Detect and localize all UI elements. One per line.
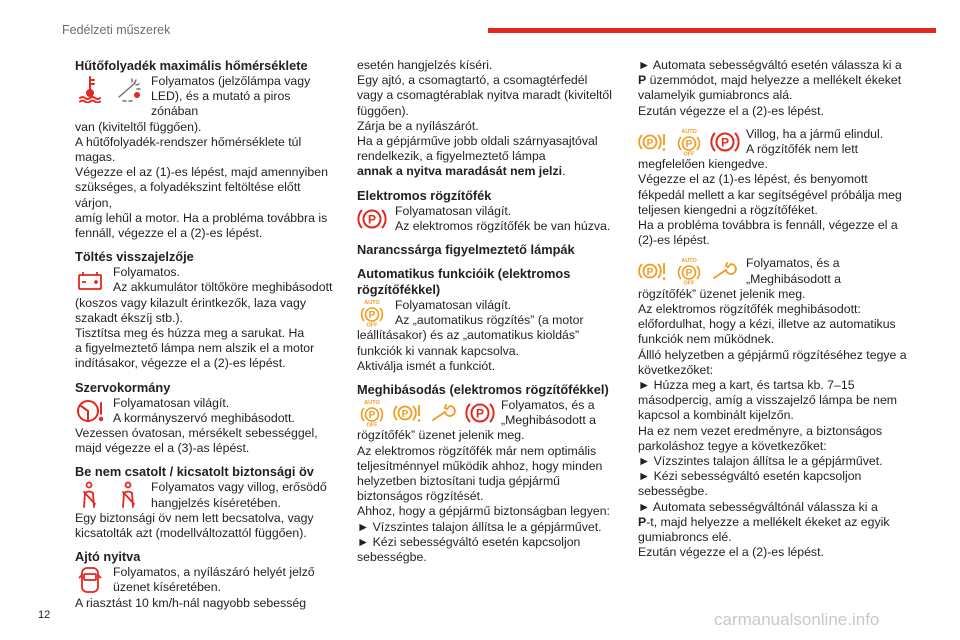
parking-brake-heading: Elektromos rögzítőfék <box>357 187 492 203</box>
text-line: teljesítménnyel működik ahhoz, hogy minden <box>357 458 603 473</box>
brake-fault-body <box>638 287 908 515</box>
text-line: a figyelmeztető lámpa nem alszik el a motor <box>75 341 315 356</box>
brake-flashing-body <box>638 157 908 248</box>
text-line: leállításakor) és az „automatikus kioldás” <box>357 328 580 343</box>
off-label: OFF <box>683 151 695 156</box>
text-line: kicsatolták azt (modellváltozattól függően). <box>75 526 307 541</box>
text-line: Ha a gépjárműve jobb oldali szárnyasajtóval <box>357 134 598 149</box>
power-steering-icon <box>75 397 105 425</box>
coolant-lead-2: LED), és a mutató a piros zónában <box>151 89 291 119</box>
p-mode-line-2 <box>638 515 908 530</box>
steering-heading: Szervokormány <box>75 379 171 395</box>
brake-flashing-lead-1: Villog, ha a jármű elindul. <box>746 126 884 141</box>
text-line: helyzetben biztosítani tudja gépjármű <box>357 474 561 489</box>
text-line: magas. <box>75 150 116 165</box>
parking-brake-warning-icon <box>393 399 423 427</box>
text-line: Egy biztonsági öv nem lett becsatolva, vagy <box>75 510 314 525</box>
text-line: Az elektromos rögzítőfék meghibásodott: <box>638 302 861 317</box>
text-line: Vezessen óvatosan, mérsékelt sebességgel, <box>75 426 318 441</box>
parking-brake-lead <box>357 204 622 234</box>
text-line: Állló helyzetben a gépjármű rögzítéséhez tegye a <box>638 347 907 362</box>
svg-text:OFF: OFF <box>366 322 378 328</box>
door-open-lead-1: Folyamatos, a nyílászáró helyét jelző <box>113 565 315 580</box>
text-line: szükséges, a folyadékszint feltöltése előtt várjon, <box>75 180 301 210</box>
coolant-body <box>75 120 340 242</box>
charging-lead <box>75 265 340 295</box>
auto-functions-lead-1: Folyamatosan világít. <box>395 298 512 313</box>
seatbelt-icon <box>75 481 105 509</box>
p-mode-rest-2: -t, majd helyezze a mellékelt ékeket az egyik <box>646 514 890 529</box>
text-line: sebességbe. <box>357 550 427 565</box>
text-line: (2)-es lépést. <box>638 233 710 248</box>
wrench-service-icon <box>710 257 740 285</box>
malfunction-body <box>357 428 622 565</box>
auto-off-parking-brake-icon <box>674 257 704 285</box>
battery-charge-icon <box>75 266 105 294</box>
text-line: sebességbe. <box>638 484 708 499</box>
svg-text:AUTO: AUTO <box>681 258 697 265</box>
text-line: fennáll, végezze el a (2)-es lépést. <box>75 226 263 241</box>
malfunction-lead-2: „Meghibásodott a <box>501 413 597 428</box>
door-open-lead <box>75 565 340 595</box>
text-line: kapcsol a kombinált kijelzőn. <box>638 408 794 423</box>
coolant-heading: Hűtőfolyadék maximális hőmérséklete <box>75 58 308 73</box>
auto-functions-lead-2: Az „automatikus rögzítés” (a motor <box>395 313 584 328</box>
svg-text:P: P <box>685 138 693 150</box>
text-line: ► Kézi sebességváltó esetén kapcsoljon <box>357 534 581 549</box>
text-line: esetén hangjelzés kíséri. <box>357 58 493 72</box>
text-line: amíg lehűl a motor. Ha a probléma továbbra is <box>75 210 328 225</box>
text-line: biztonságos rögzítését. <box>357 489 484 504</box>
text-line: rendelkezik, a figyelmeztető lámpa <box>357 149 546 164</box>
coolant-lead-1: Folyamatos (jelzőlámpa vagy <box>151 74 311 88</box>
brake-flashing-lead <box>638 127 908 157</box>
seatbelt-heading: Be nem csatolt / kicsatolt biztonsági öv <box>75 464 314 480</box>
p-mode-line <box>638 73 908 88</box>
svg-text:P: P <box>685 268 693 280</box>
text-line: funkciók nem működnek. <box>638 332 775 347</box>
text-line: függően). <box>357 103 409 118</box>
svg-text:P: P <box>475 406 485 421</box>
seatbelt-lead-2: hangjelzés kíséretében. <box>151 495 281 510</box>
brake-flashing-lead-2: A rögzítőfék nem lett <box>746 142 859 157</box>
parking-brake-warning-icon <box>638 257 668 285</box>
auto-functions-body <box>357 328 622 374</box>
steering-lead-2: A kormányszervó meghibásodott. <box>113 410 295 425</box>
charging-heading: Töltés visszajelzője <box>75 249 194 265</box>
brake-fault-lead <box>638 256 908 286</box>
seatbelt-lead-1: Folyamatos vagy villog, erősödő <box>151 480 327 495</box>
text-line: teljesen kiengedni a rögzítőféket. <box>638 202 818 217</box>
text-line: ► Automata sebességváltó esetén válassza ki a <box>638 58 902 72</box>
svg-text:P: P <box>646 267 654 279</box>
parking-brake-lead-1: Folyamatosan világít. <box>395 203 512 218</box>
svg-text:P: P <box>720 135 730 150</box>
text-line: ► Vízszintes talajon állítsa le a gépjárművet. <box>638 454 883 469</box>
svg-text:OFF: OFF <box>683 280 695 286</box>
text-line: Ezután végezze el a (2)-es lépést. <box>638 103 824 118</box>
watermark: carmanualsonline.info <box>714 610 880 629</box>
text-line: fékpedál mellett a kar segítségével próbálja meg <box>638 187 902 202</box>
parking-brake-warning-icon <box>638 128 668 156</box>
seatbelt-rear-icon <box>113 481 143 509</box>
column-2 <box>357 58 622 565</box>
brake-fault-lead-1: Folyamatos, és a <box>746 256 840 271</box>
brake-fault-lead-2: „Meghibásodott a <box>746 271 842 286</box>
wrench-service-icon <box>429 399 459 427</box>
door-open-body <box>75 596 340 611</box>
parking-brake-lead-2: Az elektromos rögzítőfék be van húzva. <box>395 218 611 233</box>
brake-fault-tail <box>638 530 908 560</box>
header-accent-bar <box>488 28 936 33</box>
orange-lamps-heading: Narancssárga figyelmeztető lámpák <box>357 242 575 258</box>
svg-text:P: P <box>646 137 654 149</box>
text-line: Ha a probléma továbbra is fennáll, végezze el a <box>638 218 898 233</box>
text-line: következőket: <box>638 362 714 377</box>
svg-text:AUTO: AUTO <box>364 400 380 407</box>
door-open-icon <box>75 566 105 594</box>
text-line: Végezze el az (1)-es lépést, és benyomott <box>638 172 868 187</box>
text-line: ► Kézi sebességváltó esetén kapcsoljon <box>638 469 862 484</box>
door-open-lead-2: üzenet kíséretében. <box>113 580 222 595</box>
header-title: Fedélzeti műszerek <box>62 23 171 37</box>
parking-brake-red-icon <box>710 128 740 156</box>
svg-text:P: P <box>367 212 377 227</box>
steering-body <box>75 426 340 456</box>
steering-lead <box>75 396 340 426</box>
column-3 <box>638 58 908 561</box>
text-line: parkoláshoz tegye a következőket: <box>638 438 827 453</box>
text-line: ► Húzza meg a kart, és tartsa kb. 7–15 <box>638 378 855 393</box>
text-line: A riasztást 10 km/h-nál nagyobb sebesség <box>75 595 307 610</box>
malfunction-heading: Meghibásodás (elektromos rögzítőfékkel) <box>357 382 609 398</box>
text-line: Az elektromos rögzítőfék már nem optimális <box>357 443 597 458</box>
text-line: indításakor, végezze el a (2)-es lépést. <box>75 356 286 371</box>
malfunction-lead-1: Folyamatos, és a <box>501 398 595 413</box>
auto-functions-lead <box>357 298 622 328</box>
text-line: ► Automata sebességváltónál válassza ki a <box>638 499 878 514</box>
coolant-lead <box>75 74 340 120</box>
p-mode-bold-2: P <box>638 514 647 529</box>
text-line: ► Vízszintes talajon állítsa le a gépjárművet. <box>357 519 602 534</box>
column-1 <box>75 58 340 611</box>
text-line: vagy a csomagtérablak nyitva maradt (kiviteltől <box>357 88 612 103</box>
auto-off-parking-brake-icon <box>674 128 704 156</box>
text-line: valamelyik gumiabroncs alá. <box>638 88 793 103</box>
text-line: megfelelően kiengedve. <box>638 157 768 172</box>
text-line: Ha ez nem vezet eredményre, a biztonságos <box>638 423 883 438</box>
svg-text:P: P <box>401 409 409 421</box>
auto-functions-heading: Automatikus funkcióik (elektromos rögzítőfékkel) <box>357 266 571 298</box>
p-mode-bold: P <box>638 73 647 88</box>
text-line: Aktiválja ismét a funkciót. <box>357 358 496 373</box>
text-line: rögzítőfék” üzenet jelenik meg. <box>638 286 806 301</box>
door-open-heading: Ajtó nyitva <box>75 549 141 565</box>
page-number: 12 <box>38 609 51 621</box>
parking-brake-red-icon <box>357 205 387 233</box>
seatbelt-body <box>75 511 340 541</box>
text-line: gumiabroncs elé. <box>638 530 732 545</box>
charging-lead-1: Folyamatos. <box>113 265 180 280</box>
coolant-temperature-red-icon <box>75 75 105 103</box>
text-line: A hűtőfolyadék-rendszer hőmérséklete túl <box>75 134 302 149</box>
text-line: előfordulhat, hogy a kézi, illetve az automatikus <box>638 317 896 332</box>
coolant-led-gauge-icon <box>113 75 143 103</box>
text-line: (koszos vagy kilazult érintkezők, laza vagy <box>75 295 307 310</box>
door-open-bold-text: annak a nyitva maradását nem jelzi <box>357 164 563 179</box>
auto-gearbox-continued <box>638 88 908 118</box>
text-line: funkciók ki vannak kapcsolva. <box>357 343 519 358</box>
text-line: Ahhoz, hogy a gépjármű biztonságban legyen: <box>357 504 610 519</box>
text-line: Egy ajtó, a csomagtartó, a csomagtérfedél <box>357 73 588 88</box>
text-line: másodpercig, amíg a visszajelző lámpa be nem <box>638 393 898 408</box>
text-line: majd végezze el a (3)-as lépést. <box>75 441 250 456</box>
steering-lead-1: Folyamatosan világít. <box>113 395 230 410</box>
parking-brake-red-icon <box>465 399 495 427</box>
malfunction-lead <box>357 398 622 428</box>
auto-off-parking-brake-icon <box>357 399 387 427</box>
charging-lead-2: Az akkumulátor töltőköre meghibásodott <box>113 280 333 295</box>
auto-label: AUTO <box>364 300 380 307</box>
text-line: van (kiviteltől függően). <box>75 119 202 134</box>
seatbelt-lead <box>75 480 340 510</box>
svg-text:P: P <box>368 410 376 422</box>
svg-text:P: P <box>368 310 376 322</box>
svg-text:OFF: OFF <box>366 422 378 428</box>
door-open-bold-line <box>357 164 622 179</box>
auto-off-parking-brake-icon <box>357 299 387 327</box>
charging-body <box>75 296 340 372</box>
door-open-continued <box>357 58 622 164</box>
text-line: Ezután végezze el a (2)-es lépést. <box>638 545 824 560</box>
text-line: rögzítőfék” üzenet jelenik meg. <box>357 428 525 443</box>
p-mode-rest: üzemmódot, majd helyezze a mellékelt ékeket <box>646 73 902 88</box>
door-open-period: . <box>562 164 566 179</box>
text-line: Végezze el az (1)-es lépést, majd amennyiben <box>75 165 328 180</box>
text-line: Zárja be a nyílászárót. <box>357 118 479 133</box>
svg-text:AUTO: AUTO <box>681 128 697 135</box>
auto-gearbox-line <box>638 58 908 73</box>
text-line: Tisztítsa meg és húzza meg a sarukat. Ha <box>75 326 305 341</box>
text-line: szakadt ékszíj stb.). <box>75 310 183 325</box>
